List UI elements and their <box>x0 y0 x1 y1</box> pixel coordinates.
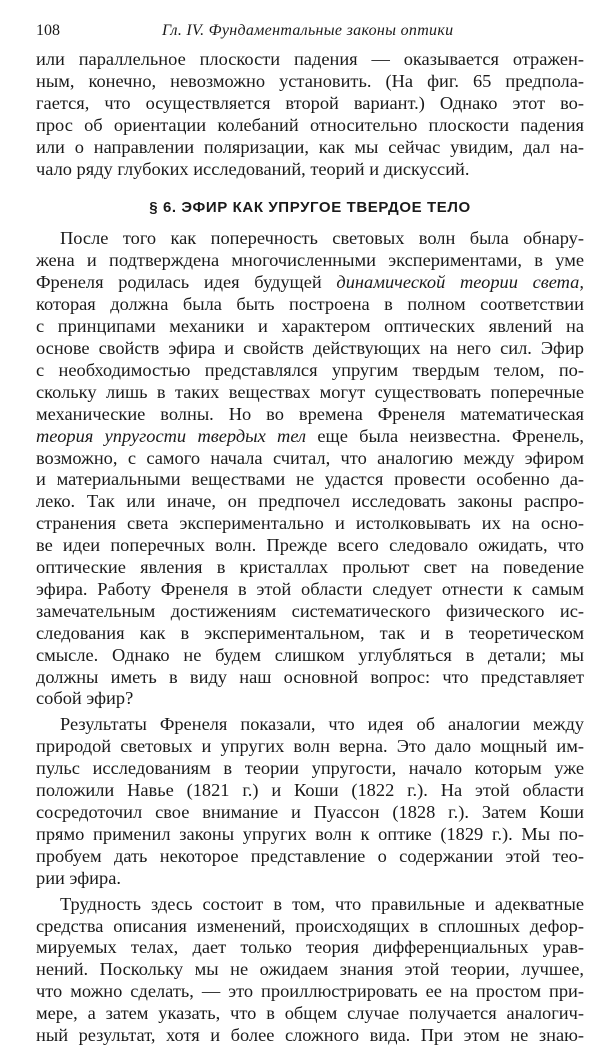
italic-term: динамической теории света, <box>336 272 584 293</box>
text-line: чало ряду глубоких исследований, теорий и дискуссий. <box>36 158 470 179</box>
text-line: рии эфира. <box>36 867 121 888</box>
text-line <box>36 272 584 294</box>
text-line: и материальными веществами не удастся провести особенно да- <box>36 469 584 490</box>
text-line: Результаты Френеля показали, что идея об аналогии между <box>60 714 584 735</box>
text-run: Френеля родилась идея будущей <box>36 272 337 293</box>
text-line: смысле. Однако не будем слишком углубляться в детали; мы <box>36 644 584 665</box>
text-line: оптические явления в кристаллах прольют свет на поведение <box>36 557 584 578</box>
text-line: собой эфир? <box>36 688 134 709</box>
italic-term: теория упругости твердых тел <box>36 425 307 446</box>
text-line: гается, что осуществляется второй вариант.) Однако этот во- <box>36 92 584 113</box>
paragraph <box>36 228 584 710</box>
text-line: которая должна была быть построена в полном соответствии <box>36 294 584 315</box>
text-line: прос об ориентации колебаний относительно плоскости падения <box>36 114 584 135</box>
text-line <box>36 426 584 448</box>
book-page <box>36 22 584 1047</box>
text-line: мируемых телах, дает только теория дифференциальных урав- <box>36 937 584 958</box>
text-line: ным, конечно, невозможно установить. (На фиг. 65 предпола- <box>36 70 584 91</box>
text-line: Трудность здесь состоит в том, что правильные и адекватные <box>60 893 584 914</box>
text-line: жена и подтверждена многочисленными экспериментами, в уме <box>36 250 584 271</box>
text-line: пробуем дать некоторое представление о содержании этой тео- <box>36 845 584 866</box>
text-line: природой световых и упругих волн верна. Это дало мощный им- <box>36 736 584 757</box>
text-line: После того как поперечность световых волн была обнару- <box>60 228 584 249</box>
text-line: замечательным достижениям систематического физического ис- <box>36 600 584 621</box>
text-line: механические волны. Но во времена Френеля математическая <box>36 403 584 424</box>
text-line: эфира. Работу Френеля в этой области следует отнести к самым <box>36 578 584 599</box>
text-line: основе свойств эфира и свойств действующих на него сил. Эфир <box>36 337 584 358</box>
text-run: еще была неизвестна. Френель, <box>306 425 585 446</box>
text-line: с необходимостью представлялся упругим твердым телом, по- <box>36 359 584 380</box>
text-line: должны иметь в виду наш основной вопрос: что представляет <box>36 666 584 687</box>
section-heading: § 6. ЭФИР КАК УПРУГОЕ ТВЕРДОЕ ТЕЛО <box>149 199 471 217</box>
text-line: нений. Поскольку мы не ожидаем знания этой теории, лучшее, <box>36 959 584 980</box>
text-line: следования как в экспериментальном, так и в теоретическом <box>36 622 584 643</box>
text-line: ве идеи поперечных волн. Прежде всего следовало ожидать, что <box>36 535 584 556</box>
text-line: леко. Так или иначе, он предпочел исследовать законы распро- <box>36 491 584 512</box>
text-line: сосредоточил свое внимание и Пуассон (1828 г.). Затем Коши <box>36 802 584 822</box>
text-line: мере, а затем указать, что в общем случае получается аналогич- <box>36 1003 584 1024</box>
text-line: скольку лишь в таких веществах могут существовать поперечные <box>36 381 584 402</box>
running-title: Гл. IV. Фундаментальные законы оптики <box>162 22 454 39</box>
text-line: положили Навье (1821 г.) и Коши (1822 г.). На этой области <box>36 780 584 801</box>
text-line: прямо применил законы упругих волн к оптике (1829 г.). Мы по- <box>36 823 584 844</box>
text-line: странения света экспериментально и истолковывать их на осно- <box>36 513 584 534</box>
text-line: с принципами механики и характером оптических явлений на <box>36 316 584 337</box>
paragraph-continuation <box>36 49 584 180</box>
text-line: что можно сделать, — это проиллюстрировать ее на простом при- <box>36 981 584 1002</box>
paragraph <box>36 894 584 1047</box>
text-line: возможно, с самого начала считал, что аналогию между эфиром <box>36 447 584 468</box>
text-line: ный результат, хотя и более сложного вида. При этом не знаю- <box>36 1025 584 1046</box>
text-line: или о направлении поляризации, как мы сейчас увидим, дал на- <box>36 136 584 157</box>
running-header <box>36 22 584 48</box>
text-line: или параллельное плоскости падения — оказывается отражен- <box>36 49 584 69</box>
page-number: 108 <box>36 22 60 39</box>
text-line: средства описания изменений, происходящих в сплошных дефор- <box>36 915 584 936</box>
text-line: пульс исследованиям в теории упругости, начало которым уже <box>36 758 584 779</box>
paragraph <box>36 714 584 889</box>
